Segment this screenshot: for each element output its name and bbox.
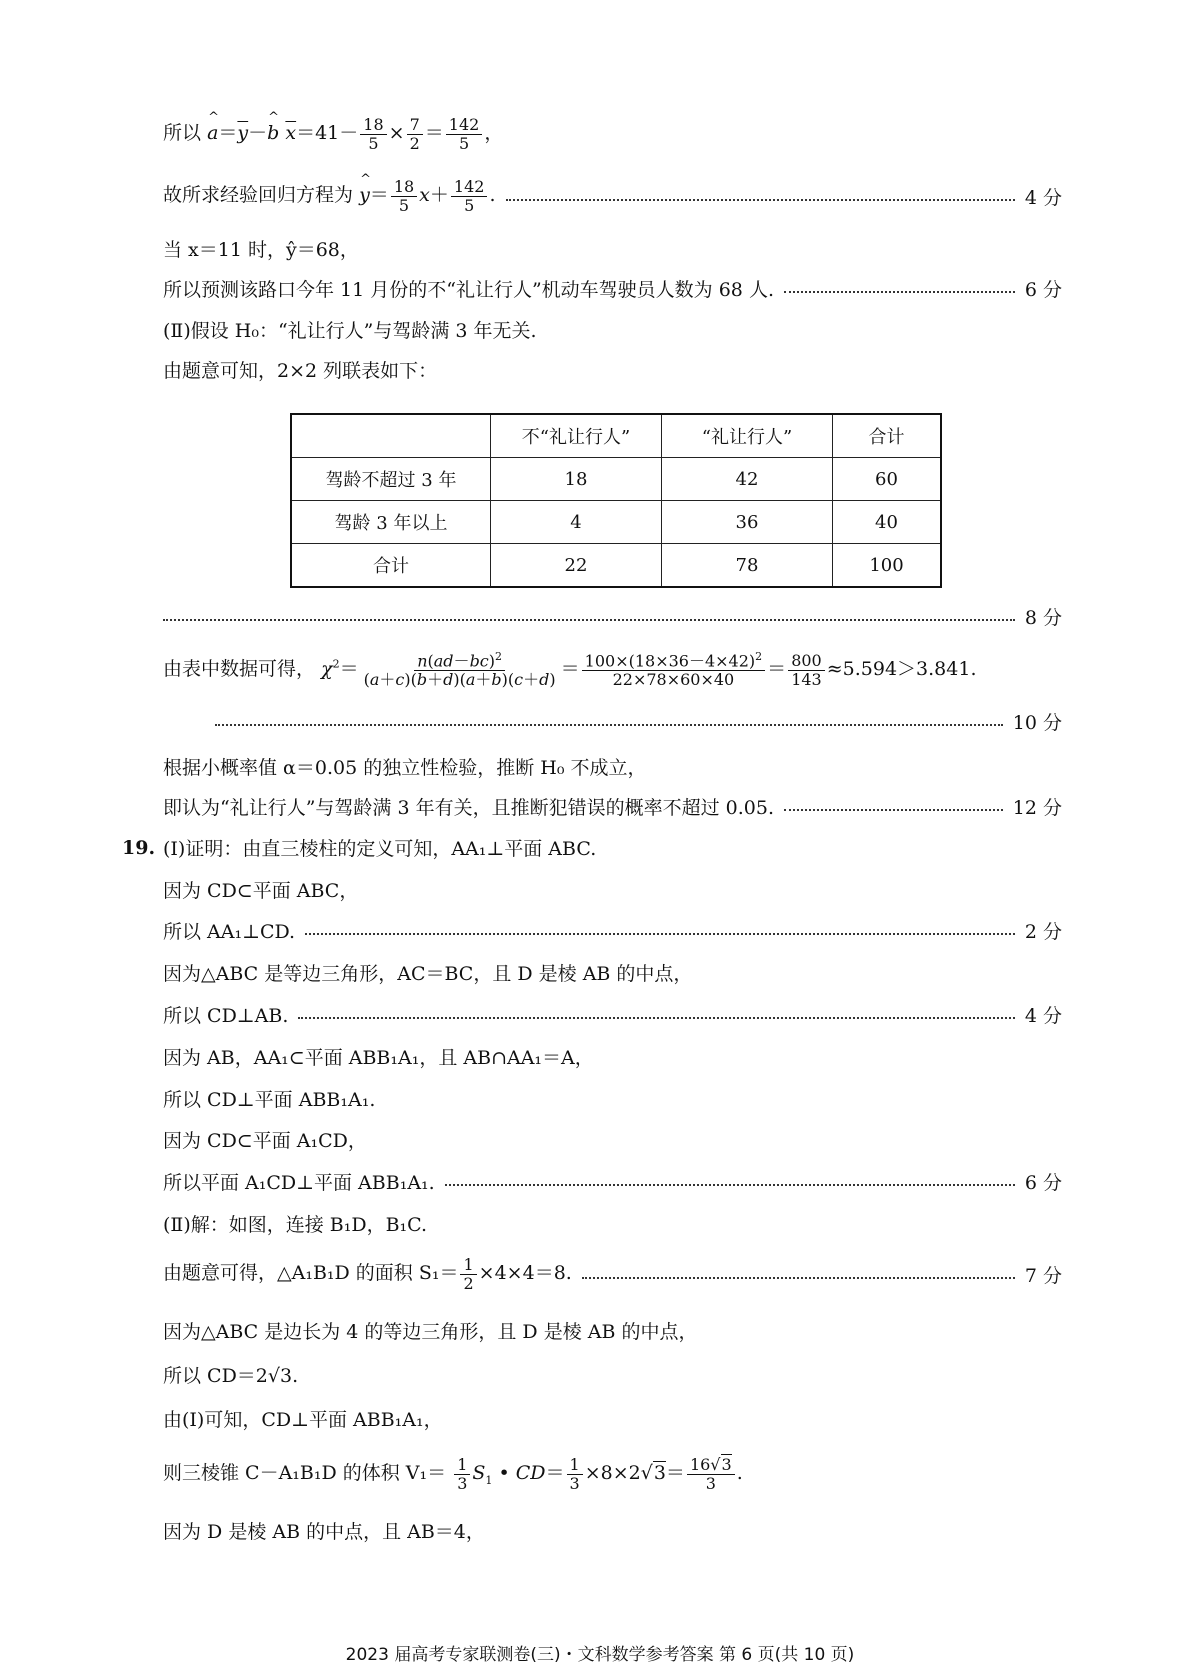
line-proof-start: (Ⅰ)证明：由直三棱柱的定义可知，AA₁⊥平面 ABC. [163,837,597,860]
table-cell: 42 [662,458,833,501]
line-prediction-result: 所以预测该路口今年 11 月份的不“礼让行人”机动车驾驶员人数为 68 人. 6 分 [163,278,1062,301]
line-plane-perp: 所以平面 A₁CD⊥平面 ABB₁A₁. 6 分 [163,1171,1062,1194]
table-cell: 4 [491,501,662,544]
line-d-midpoint: 因为 D 是棱 AB 的中点，且 AB＝4， [163,1520,485,1543]
line-hypothesis: (Ⅱ)假设 H₀：“礼让行人”与驾龄满 3 年无关. [163,319,537,342]
line-score-8: 8 分 [163,600,1062,632]
line-from-part1: 由(Ⅰ)可知，CD⊥平面 ABB₁A₁， [163,1408,443,1431]
line-prediction: 当 x＝11 时，ŷ＝68， [163,238,359,261]
line-table-intro: 由题意可知，2×2 列联表如下： [163,359,438,382]
line-score-10: 10 分 [215,705,1062,737]
line-chi-square: 由表中数据可得， $\chi^2=$ $\frac{n(ad-bc)^2}{(a+c)(b+d)(a+b)(c+d)}$ ＝ $\frac{100\times(18\times 36-4\times 42)^2}{22\times 78\times 60\times 40}$ ＝ $\frac{800}{143}$ ≈5.594＞3.841. [163,650,977,690]
table-header-cell: 合计 [833,414,942,458]
table-cell: 18 [491,458,662,501]
table-row [291,501,941,544]
line-cd-perp-plane: 所以 CD⊥平面 ABB₁A₁. [163,1088,376,1111]
table-row [291,544,941,588]
table-cell: 78 [662,544,833,588]
line-conclusion-2: 即认为“礼让行人”与驾龄满 3 年有关，且推断犯错误的概率不超过 0.05. 12 分 [163,796,1062,819]
line-aa1-perp-cd: 所以 AA₁⊥CD. 2 分 [163,920,1062,943]
line-cd-in-a1cd: 因为 CD⊂平面 A₁CD， [163,1129,367,1152]
table-cell: 40 [833,501,942,544]
table-cell: 60 [833,458,942,501]
page-footer: 2023 届高考专家联测卷(三)・文科数学参考答案 第 6 页(共 10 页) [345,1645,855,1665]
line-regression-equation: 故所求经验回归方程为 ^ y＝ $\frac{18}{5}$ x＋ $\frac{142}{5}$ . 4 分 [163,180,1062,212]
table-header-row [291,414,941,458]
table-cell: 驾龄不超过 3 年 [291,458,491,501]
line-cd-length: 所以 CD＝2√3. [163,1364,299,1387]
line-conclusion: 根据小概率值 α＝0.05 的独立性检验，推断 H₀ 不成立， [163,756,647,779]
table-cell: 22 [491,544,662,588]
table-cell: 合计 [291,544,491,588]
line-part2-start: (Ⅱ)解：如图，连接 B₁D，B₁C. [163,1213,428,1236]
table-header-cell [291,414,491,458]
line-volume: 则三棱锥 C－A₁B₁D 的体积 V₁＝ $\frac{1}{3}$ $S_1$ • CD＝ $\frac{1}{3}$ ×8×2√3＝ $\frac{16√3}{3}$ . [163,1454,743,1493]
table-row [291,458,941,501]
table-cell: 100 [833,544,942,588]
line-side-length: 因为△ABC 是边长为 4 的等边三角形，且 D 是棱 AB 的中点， [163,1320,698,1343]
line-ab-aa1-plane: 因为 AB，AA₁⊂平面 ABB₁A₁，且 AB∩AA₁＝A， [163,1046,594,1069]
line-cd-perp-ab: 所以 CD⊥AB. 4 分 [163,1004,1062,1027]
contingency-table [290,413,942,588]
table-cell: 驾龄 3 年以上 [291,501,491,544]
line-a-hat: 所以 ^ $a=\overline{y}-\^{}$ b $\overline{x}=41-$ $\frac{18}{5}$ × $\frac{7}{2}$ ＝ $\frac{142}{5}$ ， [163,118,1062,150]
line-cd-in-plane: 因为 CD⊂平面 ABC， [163,879,359,902]
line-area: 由题意可得，△A₁B₁D 的面积 S₁＝ $\frac{1}{2}$ ×4×4＝8. 7 分 [163,1254,1062,1293]
table-header-cell: “礼让行人” [662,414,833,458]
table-header-cell: 不“礼让行人” [491,414,662,458]
question-number: 19. [122,837,156,859]
line-equilateral: 因为△ABC 是等边三角形，AC＝BC，且 D 是棱 AB 的中点， [163,962,693,985]
table-cell: 36 [662,501,833,544]
